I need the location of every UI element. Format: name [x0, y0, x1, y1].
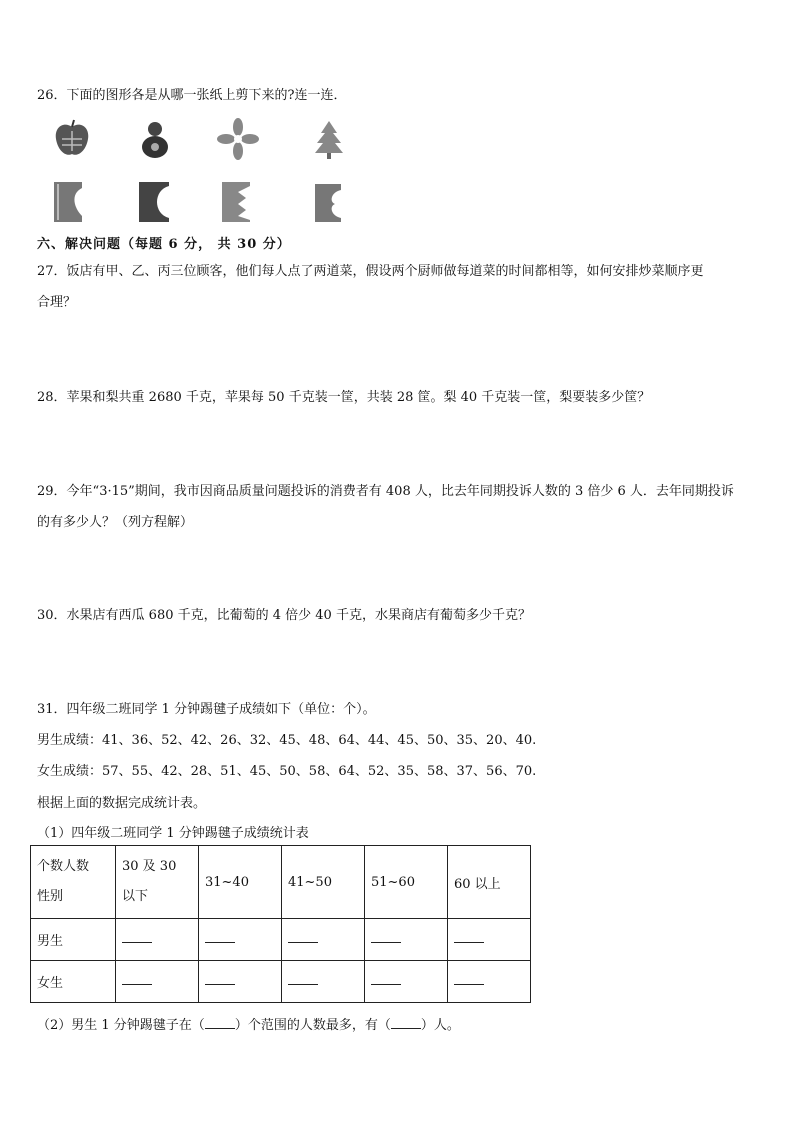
column-header: 60 以上 — [448, 846, 531, 919]
answer-blank[interactable] — [288, 983, 318, 985]
answer-blank[interactable] — [288, 941, 318, 943]
question-31-part2 — [37, 1014, 460, 1033]
boys-scores: 男生成绩：41、36、52、42、26、32、45、48、64、44、45、50、35、20、40. — [37, 733, 537, 748]
stats-table — [30, 845, 531, 1003]
row-label: 男生 — [31, 919, 116, 961]
part2-text-b: ）个范围的人数最多，有（ — [234, 1018, 391, 1033]
answer-blank[interactable] — [205, 983, 235, 985]
answer-blank[interactable] — [122, 983, 152, 985]
answer-blank[interactable] — [122, 941, 152, 943]
answer-cell[interactable] — [365, 919, 448, 961]
question-28: 28．苹果和梨共重 2680 千克，苹果每 50 千克装一筐，共装 28 筐。梨 40 千克装一筐，梨要装多少筐？ — [37, 390, 651, 405]
folded-paper-bump — [307, 180, 351, 224]
answer-cell[interactable] — [448, 961, 531, 1003]
folded-paper-zigzag — [216, 180, 260, 224]
table-title: （1）四年级二班同学 1 分钟踢毽子成绩统计表 — [37, 826, 309, 841]
question-30: 30．水果店有西瓜 680 千克，比葡萄的 4 倍少 40 千克，水果商店有葡萄多少千克？ — [37, 608, 531, 623]
answer-cell[interactable] — [116, 919, 199, 961]
question-29-line1: 29．今年“3·15”期间，我市因商品质量问题投诉的消费者有 408 人，比去年同期投诉人数的 3 倍少 6 人．去年同期投诉 — [37, 484, 734, 499]
question-26: 26．下面的图形各是从哪一张纸上剪下来的?连一连． — [37, 88, 347, 103]
column-header: 30 及 30 以下 — [116, 846, 199, 919]
answer-blank[interactable] — [454, 983, 484, 985]
range-blank[interactable] — [205, 1027, 235, 1029]
corner-bottom-label: 性别 — [37, 889, 64, 904]
girls-scores: 女生成绩：57、55、42、28、51、45、50、58、64、52、35、58、37、56、70. — [37, 764, 537, 779]
row-label: 女生 — [31, 961, 116, 1003]
part2-text-a: （2）男生 1 分钟踢毽子在（ — [37, 1018, 205, 1033]
column-header: 51~60 — [365, 846, 448, 919]
answer-cell[interactable] — [199, 919, 282, 961]
answer-blank[interactable] — [205, 941, 235, 943]
column-header: 31~40 — [199, 846, 282, 919]
question-27-line1: 27．饭店有甲、乙、丙三位顾客，他们每人点了两道菜，假设两个厨师做每道菜的时间都相等，如何安排炒菜顺序更 — [37, 264, 704, 279]
answer-blank[interactable] — [371, 983, 401, 985]
answer-blank[interactable] — [371, 941, 401, 943]
answer-blank[interactable] — [454, 941, 484, 943]
column-header: 41~50 — [282, 846, 365, 919]
tree-shape — [307, 117, 351, 161]
count-blank[interactable] — [391, 1027, 421, 1029]
question-31-intro: 31．四年级二班同学 1 分钟踢毽子成绩如下（单位：个）。 — [37, 702, 376, 717]
instruction: 根据上面的数据完成统计表。 — [37, 796, 207, 811]
gourd-shape — [133, 117, 177, 161]
answer-cell[interactable] — [282, 961, 365, 1003]
section-heading: 六、解决问题（每题 6 分， 共 30 分） — [37, 237, 291, 252]
answer-cell[interactable] — [448, 919, 531, 961]
answer-cell[interactable] — [199, 961, 282, 1003]
corner-top-label: 个数人数 — [37, 859, 90, 874]
folded-paper-arc — [133, 180, 177, 224]
folded-paper-curve — [50, 180, 94, 224]
answer-cell[interactable] — [282, 919, 365, 961]
question-29-line2: 的有多少人？（列方程解） — [37, 515, 194, 530]
apple-shape — [50, 117, 94, 161]
part2-text-c: ）人。 — [420, 1018, 460, 1033]
flower-shape — [216, 117, 260, 161]
answer-cell[interactable] — [365, 961, 448, 1003]
table-corner-header — [31, 846, 116, 919]
question-27-line2: 合理？ — [37, 295, 77, 310]
answer-cell[interactable] — [116, 961, 199, 1003]
